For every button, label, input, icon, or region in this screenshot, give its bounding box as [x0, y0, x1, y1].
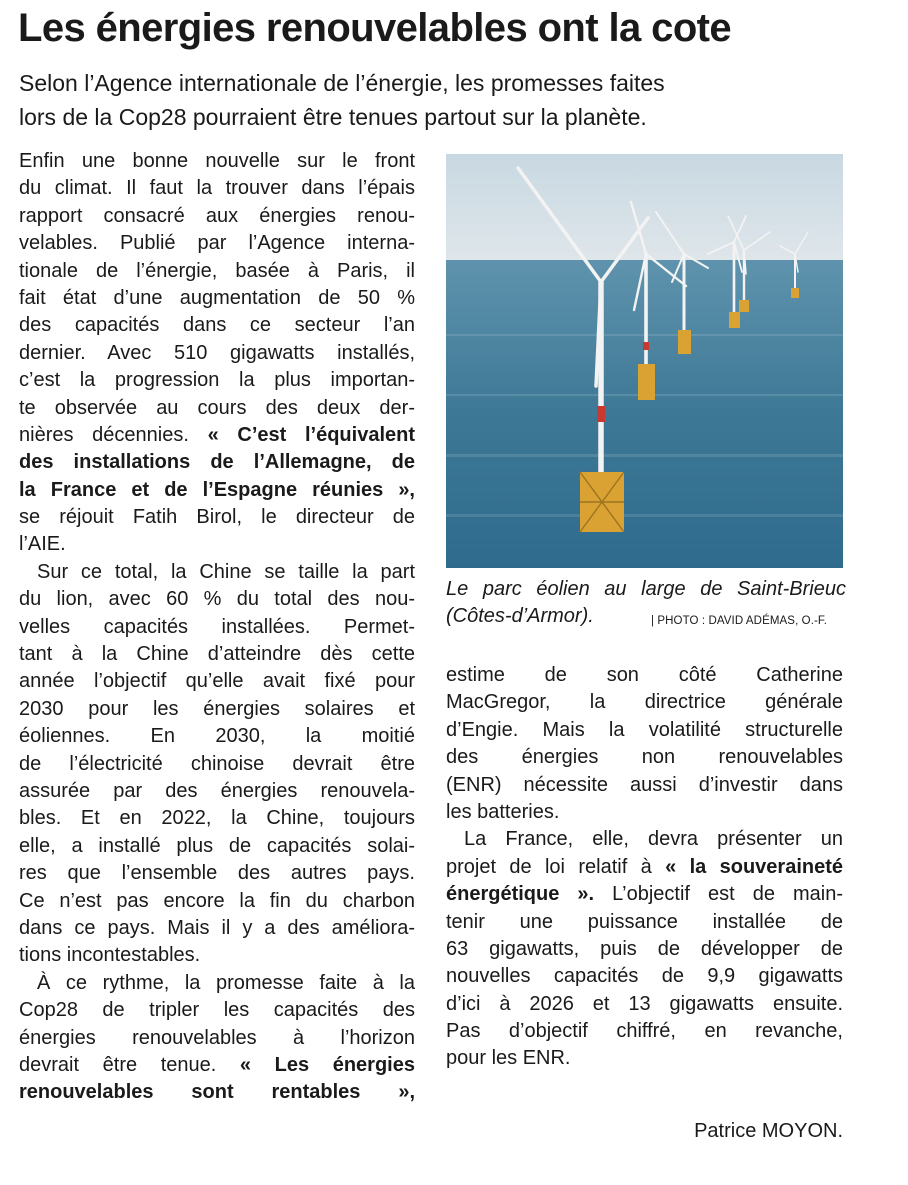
- article-line: [19, 148, 415, 175]
- quote-text: renouvelables sont rentables »,: [19, 1081, 415, 1104]
- quote-text: la France et de l’Espagne réunies »,: [19, 478, 415, 501]
- article-line: [19, 833, 415, 860]
- body-text: des capacités dans ce secteur l’an: [19, 314, 415, 337]
- body-text: tenir une puissance installée de: [446, 910, 843, 933]
- article-line: [446, 854, 843, 881]
- body-text: dernier. Avec 510 gigawatts installés,: [19, 341, 415, 364]
- article-line: [446, 799, 843, 826]
- article-line: [19, 586, 415, 613]
- article-line: [446, 991, 843, 1018]
- article-line: [19, 668, 415, 695]
- article-paragraph: [446, 826, 843, 1073]
- quote-text: « C’est l’équivalent: [207, 423, 415, 446]
- article-line: [19, 888, 415, 915]
- article-line: [446, 689, 843, 716]
- body-text: devrait être tenue.: [19, 1053, 240, 1076]
- article-line: [19, 1025, 415, 1052]
- article-line: [446, 1045, 843, 1072]
- article-line: [19, 915, 415, 942]
- body-text: À ce rythme, la promesse faite à la: [37, 971, 415, 994]
- body-text: Sur ce total, la Chine se taille la part: [37, 560, 415, 583]
- article-line: [19, 449, 415, 476]
- body-text: du climat. Il faut la trouver dans l’épais: [19, 177, 415, 200]
- article-line: [446, 909, 843, 936]
- article-line: [446, 936, 843, 963]
- body-text: elle, a installé plus de capacités solai-: [19, 834, 415, 857]
- quote-text: « Les énergies: [239, 1053, 415, 1076]
- article-line: [19, 312, 415, 339]
- body-text: L’objectif est de main-: [594, 883, 843, 906]
- article-line: [19, 422, 415, 449]
- article-line: [19, 942, 415, 969]
- article-line: [19, 778, 415, 805]
- body-text: rapport consacré aux énergies renou-: [19, 204, 415, 227]
- article-line: [19, 504, 415, 531]
- article-line: [446, 662, 843, 689]
- article-line: [19, 696, 415, 723]
- body-text: du lion, avec 60 % du total des nou-: [19, 588, 415, 611]
- body-text: Enfin une bonne nouvelle sur le front: [19, 150, 415, 172]
- article-line: [446, 717, 843, 744]
- article-paragraph: [446, 662, 843, 826]
- body-text: nouvelles capacités de 9,9 gigawatts: [446, 965, 843, 988]
- body-text: res que l’ensemble des autres pays.: [19, 862, 415, 885]
- subheadline-line: lors de la Cop28 pourraient être tenues partout sur la planète.: [19, 104, 647, 130]
- body-text: 2030 pour les énergies solaires et: [19, 697, 415, 720]
- article-line: [19, 1052, 415, 1079]
- article-paragraph: [19, 559, 415, 970]
- article-column-left: [19, 148, 415, 1107]
- article-line: [19, 723, 415, 750]
- article-line: [19, 258, 415, 285]
- article-line: [19, 175, 415, 202]
- body-text: énergies renouvelables à l’horizon: [19, 1026, 415, 1049]
- body-text: c’est la progression la plus importan-: [19, 369, 415, 392]
- body-text: projet de loi relatif à: [446, 855, 666, 878]
- article-line: [19, 860, 415, 887]
- article-line: [19, 614, 415, 641]
- article-line: [19, 203, 415, 230]
- headline: Les énergies renouvelables ont la cote: [18, 6, 732, 50]
- article-line: [19, 559, 415, 586]
- body-text: tant à la Chine d’atteindre dès cette: [19, 643, 415, 666]
- caption-line: (Côtes-d’Armor).: [446, 605, 594, 628]
- article-line: [19, 285, 415, 312]
- body-text: année l’objectif qu’elle avait fixé pour: [19, 670, 415, 693]
- body-text: fait état d’une augmentation de 50 %: [19, 286, 415, 309]
- body-text: estime de son côté Catherine: [446, 664, 843, 686]
- article-line: [19, 367, 415, 394]
- caption-line: Le parc éolien au large de Saint-Brieuc: [446, 578, 846, 600]
- body-text: tions incontestables.: [19, 944, 201, 967]
- body-text: (ENR) nécessite aussi d’investir dans: [446, 773, 843, 796]
- article-line: [19, 230, 415, 257]
- article-line: [446, 881, 843, 908]
- article-line: [19, 751, 415, 778]
- body-text: bles. Et en 2022, la Chine, toujours: [19, 807, 415, 830]
- body-text: Ce n’est pas encore la fin du charbon: [19, 889, 415, 912]
- body-text: de l’électricité chinoise devrait être: [19, 752, 415, 775]
- article-line: [19, 970, 415, 997]
- body-text: MacGregor, la directrice générale: [446, 691, 843, 714]
- article-line: [19, 395, 415, 422]
- article-line: [19, 477, 415, 504]
- article-paragraph: [19, 970, 415, 1107]
- subheadline: [19, 66, 889, 134]
- body-text: éoliennes. En 2030, la moitié: [19, 725, 415, 748]
- body-text: d’ici à 2026 et 13 gigawatts ensuite.: [446, 992, 843, 1015]
- article-line: [19, 641, 415, 668]
- article-paragraph: [19, 148, 415, 559]
- author-signature: Patrice MOYON.: [694, 1120, 843, 1142]
- body-text: te observée au cours des deux der-: [19, 396, 415, 419]
- article-line: [446, 1018, 843, 1045]
- article-line: [446, 772, 843, 799]
- photo-credit: | PHOTO : DAVID ADÉMAS, O.-F.: [651, 615, 828, 627]
- article-line: [446, 963, 843, 990]
- body-text: Cop28 de tripler les capacités des: [19, 999, 415, 1022]
- quote-text: « la souveraineté: [665, 855, 843, 878]
- body-text: pour les ENR.: [446, 1047, 571, 1070]
- body-text: des énergies non renouvelables: [446, 746, 843, 769]
- body-text: d’Engie. Mais la volatilité structurelle: [446, 718, 843, 741]
- article-line: [19, 997, 415, 1024]
- subheadline-line: Selon l’Agence internationale de l’énergie, les promesses faites: [19, 70, 665, 96]
- body-text: velables. Publié par l’Agence interna-: [19, 232, 415, 255]
- body-text: les batteries.: [446, 800, 560, 823]
- body-text: 63 gigawatts, puis de développer de: [446, 937, 843, 960]
- article-column-right: [446, 662, 843, 1073]
- article-line: [446, 744, 843, 771]
- quote-text: des installations de l’Allemagne, de: [19, 451, 415, 474]
- article-line: [19, 805, 415, 832]
- article-line: [446, 826, 843, 853]
- body-text: velles capacités installées. Permet-: [19, 615, 415, 638]
- photo-offshore-wind-farm: [446, 154, 843, 568]
- body-text: assurée par des énergies renouvela-: [19, 779, 415, 802]
- article-line: [19, 531, 415, 558]
- article-line: [19, 1079, 415, 1106]
- body-text: dans ce pays. Mais il y a des améliora-: [19, 916, 415, 939]
- body-text: l’AIE.: [19, 533, 66, 556]
- body-text: Pas d’objectif chiffré, en revanche,: [446, 1020, 843, 1043]
- body-text: tionale de l’énergie, basée à Paris, il: [19, 259, 415, 282]
- body-text: nières décennies.: [19, 423, 208, 446]
- article-line: [19, 340, 415, 367]
- quote-text: énergétique ».: [446, 883, 595, 906]
- body-text: se réjouit Fatih Birol, le directeur de: [19, 506, 415, 529]
- body-text: La France, elle, devra présenter un: [464, 828, 843, 851]
